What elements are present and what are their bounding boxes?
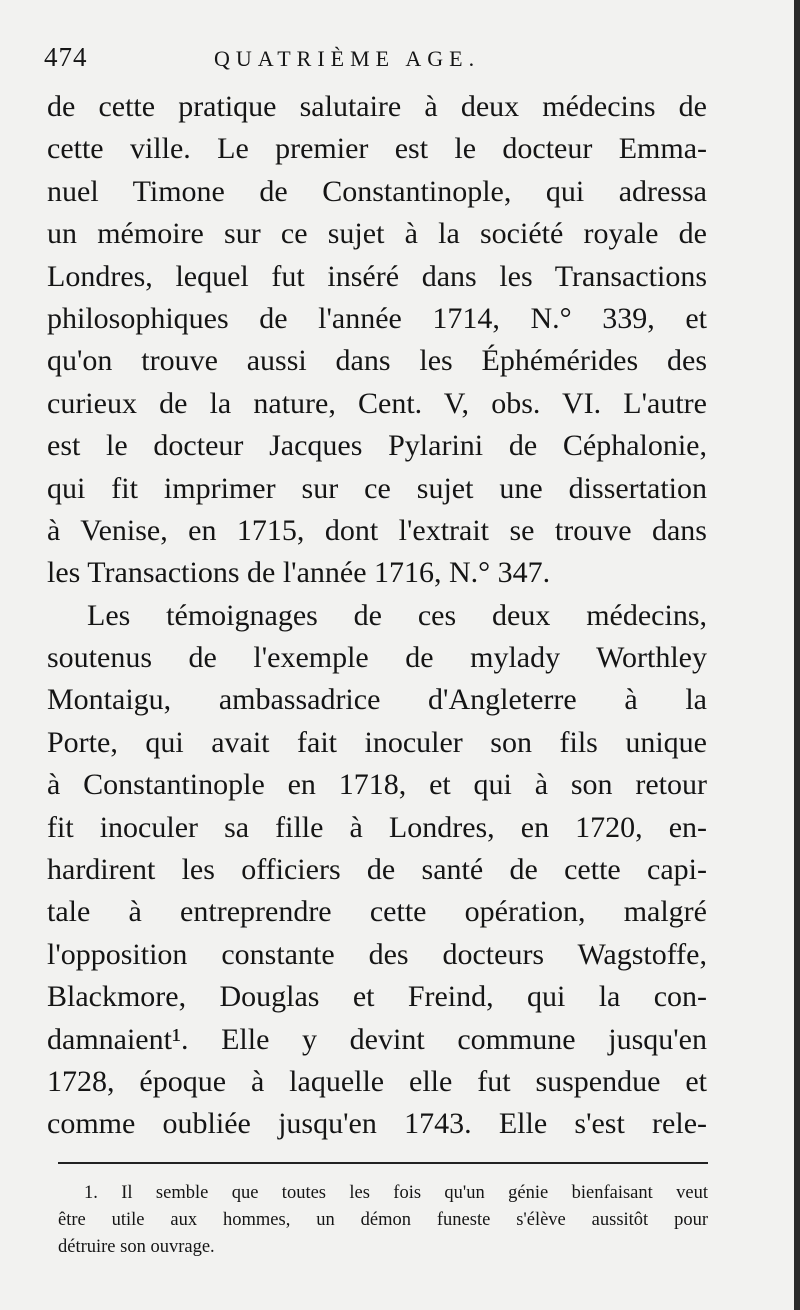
footnote-line: être utile aux hommes, un démon funeste s'élève aussitôt pour [58, 1210, 708, 1230]
text-line: philosophiques de l'année 1714, N.° 339, et [47, 301, 707, 335]
footnotes [58, 1180, 708, 1261]
text-line: un mémoire sur ce sujet à la société royale de [47, 217, 707, 251]
text-line: les Transactions de l'année 1716, N.° 347. [47, 556, 551, 590]
text-line: est le docteur Jacques Pylarini de Céphalonie, [47, 429, 707, 463]
body-text [47, 86, 707, 1146]
text-line: Montaigu, ambassadrice d'Angleterre à la [47, 683, 707, 717]
running-title: QUATRIÈME AGE. [214, 46, 481, 71]
text-line: Blackmore, Douglas et Freind, qui la con- [47, 980, 707, 1014]
text-line: Porte, qui avait fait inoculer son fils unique [47, 725, 707, 759]
text-line: damnaient¹. Elle y devint commune jusqu'en [47, 1022, 707, 1056]
text-line: à Constantinople en 1718, et qui à son retour [47, 768, 707, 802]
footnote-line: détruire son ouvrage. [58, 1237, 215, 1257]
footnote-divider [58, 1162, 708, 1164]
text-line: Londres, lequel fut inséré dans les Transactions [47, 259, 707, 293]
text-line: fit inoculer sa fille à Londres, en 1720, en- [47, 810, 707, 844]
text-line: 1728, époque à laquelle elle fut suspendue et [47, 1064, 707, 1098]
paragraph-start-line: Les témoignages de ces deux médecins, [87, 598, 707, 632]
text-line: l'opposition constante des docteurs Wagstoffe, [47, 937, 707, 971]
text-line: qu'on trouve aussi dans les Éphémérides des [47, 344, 707, 378]
text-line: de cette pratique salutaire à deux médecins de [47, 90, 707, 123]
text-line: comme oubliée jusqu'en 1743. Elle s'est rele- [47, 1107, 707, 1141]
page-number: 474 [44, 42, 88, 72]
running-head [44, 40, 744, 80]
text-line: cette ville. Le premier est le docteur Emma- [47, 132, 707, 166]
page-edge-shadow [794, 0, 800, 1310]
text-line: qui fit imprimer sur ce sujet une dissertation [47, 471, 707, 505]
footnote-line: 1. Il semble que toutes les fois qu'un génie bienfaisant veut [84, 1183, 708, 1203]
text-line: soutenus de l'exemple de mylady Worthley [47, 641, 707, 675]
text-line: nuel Timone de Constantinople, qui adressa [47, 174, 707, 208]
text-line: hardirent les officiers de santé de cette capi- [47, 853, 707, 887]
text-line: à Venise, en 1715, dont l'extrait se trouve dans [47, 513, 707, 547]
text-line: tale à entreprendre cette opération, malgré [47, 895, 707, 929]
text-line: curieux de la nature, Cent. V, obs. VI. L'autre [47, 386, 707, 420]
